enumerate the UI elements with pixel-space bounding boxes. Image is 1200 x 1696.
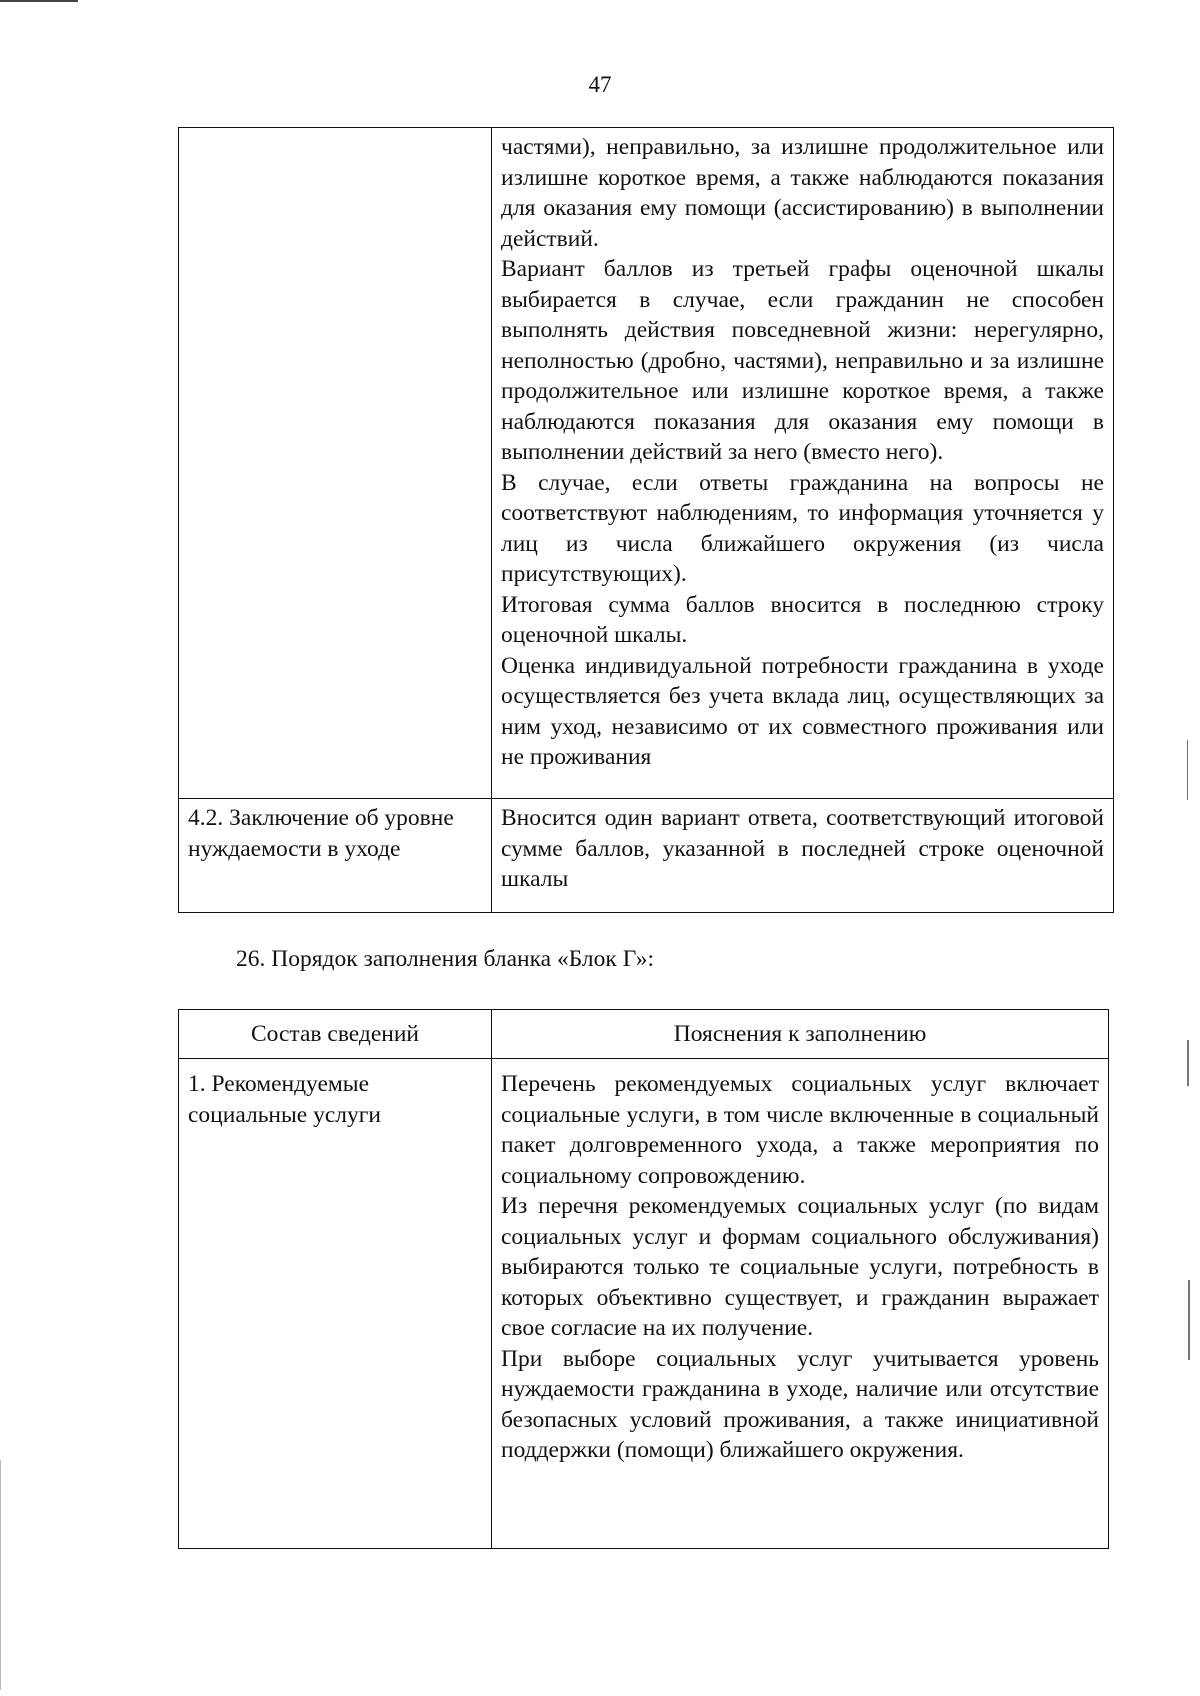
- explanation-paragraph: Перечень рекомендуемых социальных услуг включает социальные услуги, в том числе включенные в социальный пакет долговременного ухода, а также мероприятия по социальному сопровождению.: [501, 1071, 1099, 1189]
- block-g-table: [178, 1009, 1109, 1549]
- empty-label-cell: [179, 128, 492, 799]
- page-number: 47: [588, 72, 612, 97]
- explanation-paragraph: частями), неправильно, за излишне продолжительное или излишне короткое время, а также наблюдаются показания для оказания ему помощи (ассистированию) в выполнении действий.: [501, 134, 1104, 252]
- table-header-row: [179, 1010, 1109, 1059]
- table-row: [179, 128, 1114, 799]
- continuation-table: [178, 127, 1114, 913]
- explanation-cell: [492, 799, 1114, 913]
- explanation-paragraph: Из перечня рекомендуемых социальных услуг (по видам социальных услуг и формам социального обслуживания) выбираются только те социальные услуги, потребность в которых объективно существует, и гражданин выражает свое согласие на их получение.: [501, 1193, 1099, 1341]
- explanation-paragraph: При выборе социальных услуг учитывается уровень нуждаемости гражданина в уходе, наличие или отсутствие безопасных условий проживания, а также инициативной поддержки (помощи) ближайшего окружения.: [501, 1345, 1099, 1463]
- row-label-conclusion: 4.2. Заключение об уровне нуждаемости в уходе: [179, 799, 492, 913]
- explanation-cell: [492, 128, 1114, 799]
- section-26-heading: 26. Порядок заполнения бланка «Блок Г»:: [236, 946, 654, 972]
- explanation-paragraph: Итоговая сумма баллов вносится в последнюю строку оценочной шкалы.: [501, 591, 1104, 648]
- explanation-paragraph: Вносится один вариант ответа, соответствующий итоговой сумме баллов, указанной в последней строке оценочной шкалы: [501, 805, 1104, 892]
- table-row: [179, 799, 1114, 913]
- scan-mark: [1187, 740, 1188, 800]
- scan-mark: [0, 1460, 1, 1690]
- scan-top-rule: [0, 0, 78, 2]
- explanation-cell: [492, 1059, 1109, 1549]
- column-header-composition: Состав сведений: [179, 1010, 492, 1059]
- column-header-explanations: Пояснения к заполнению: [492, 1010, 1109, 1059]
- row-label-recommended-services: 1. Рекомендуемые социальные услуги: [179, 1059, 492, 1549]
- explanation-paragraph: Оценка индивидуальной потребности гражданина в уходе осуществляется без учета вклада лиц, осуществляющих за ним уход, независимо от их совместного проживания или не проживания: [501, 652, 1104, 770]
- scan-mark: [1188, 1280, 1190, 1360]
- table-row: [179, 1059, 1109, 1549]
- explanation-paragraph: Вариант баллов из третьей графы оценочной шкалы выбирается в случае, если гражданин не способен выполнять действия повседневной жизни: нерегулярно, неполностью (дробно, частями), неправильно и за излишне продолжительное или излишне короткое время, а также наблюдаются показания для оказания ему помощи в выполнении действий за него (вместо него).: [501, 256, 1104, 465]
- scan-mark: [1187, 1040, 1189, 1086]
- explanation-paragraph: В случае, если ответы гражданина на вопросы не соответствуют наблюдениям, то информация уточняется у лиц из числа ближайшего окружения (из числа присутствующих).: [501, 469, 1104, 587]
